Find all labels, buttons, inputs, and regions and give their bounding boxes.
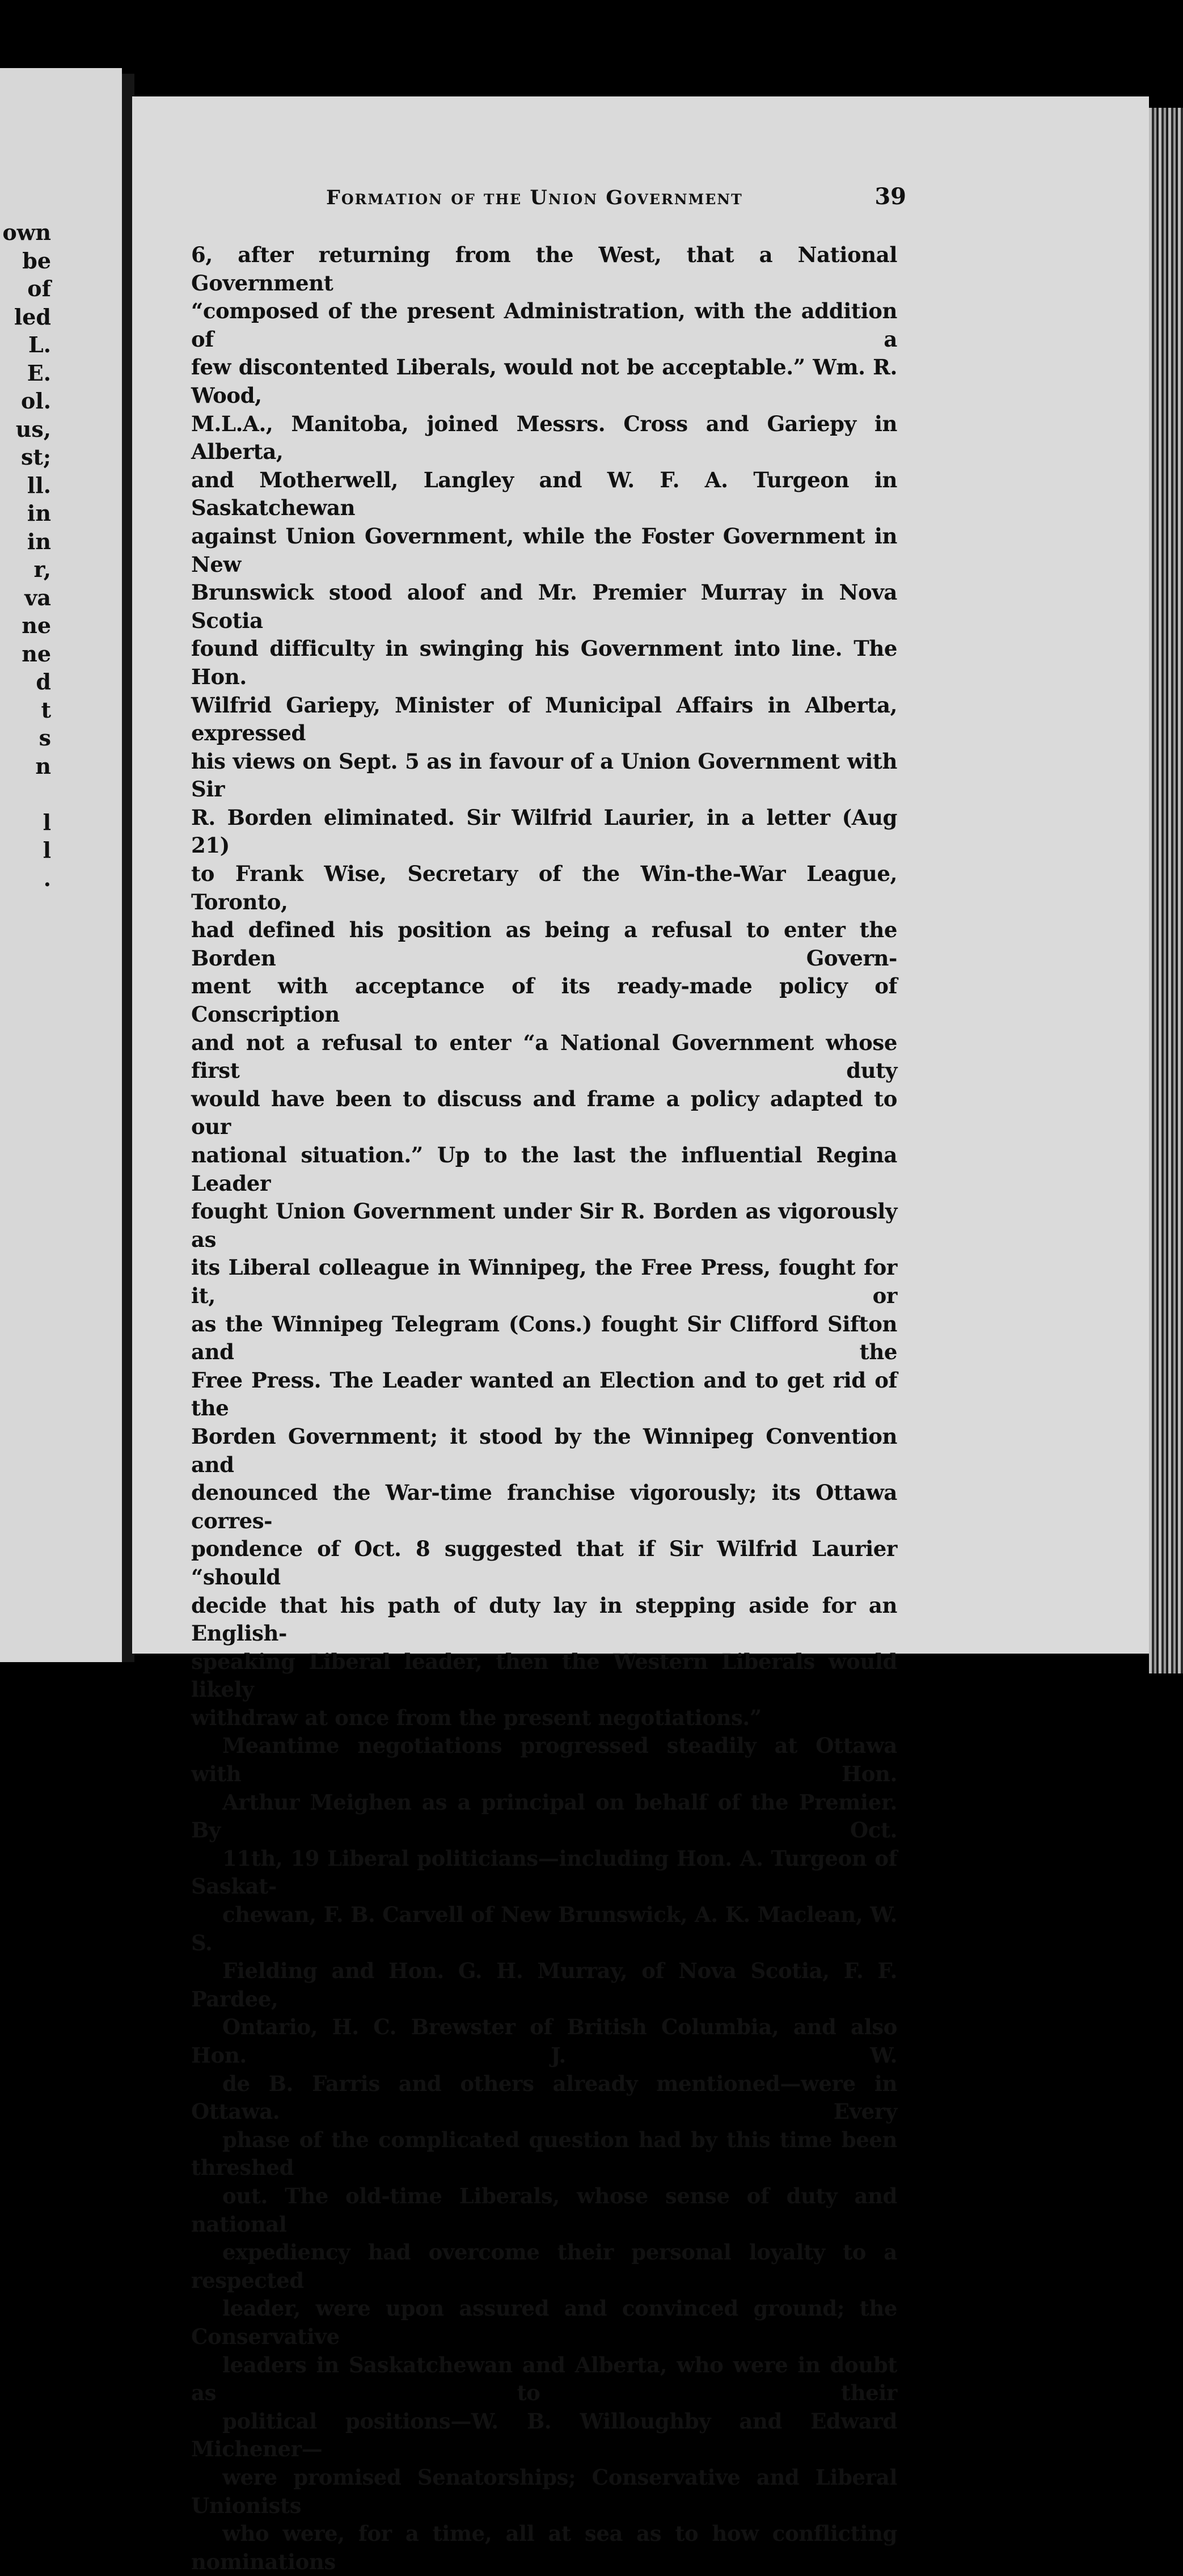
page-number: 39 bbox=[874, 183, 906, 210]
text-line: had defined his position as being a refusal to enter the Borden Govern- bbox=[191, 917, 897, 971]
text-line: Ontario, H. C. Brewster of British Columbia, and also Hon. J. W. bbox=[191, 2014, 897, 2068]
left-page-fragment: va bbox=[24, 584, 51, 610]
right-page-edge bbox=[1149, 108, 1183, 1673]
text-line: would have been to discuss and frame a policy adapted to our bbox=[191, 1086, 897, 1140]
left-page-fragment: ll. bbox=[27, 472, 51, 498]
text-line: phase of the complicated question had by this time been threshed bbox=[191, 2127, 897, 2181]
left-page-fragment: s bbox=[39, 725, 51, 751]
text-line: “composed of the present Administration, with the addition of a bbox=[191, 298, 897, 352]
text-line: expediency had overcome their personal loyalty to a respected bbox=[191, 2240, 897, 2293]
text-line: his views on Sept. 5 as in favour of a Union Government with Sir bbox=[191, 748, 897, 802]
text-line: few discontented Liberals, would not be acceptable.” Wm. R. Wood, bbox=[191, 355, 897, 408]
left-page bbox=[0, 68, 122, 1662]
paragraph bbox=[191, 1732, 897, 2576]
text-line: national situation.” Up to the last the influential Regina Leader bbox=[191, 1142, 897, 1196]
left-page-fragment: L. bbox=[28, 332, 51, 357]
left-page-fragment: l bbox=[43, 837, 51, 863]
left-page-fragment: ne bbox=[22, 640, 51, 667]
left-page-fragment: own bbox=[2, 220, 51, 245]
text-line: Meantime negotiations progressed steadily at Ottawa with Hon. bbox=[191, 1733, 897, 1787]
text-line: found difficulty in swinging his Government into line. The Hon. bbox=[191, 636, 897, 689]
text-line: Fielding and Hon. G. H. Murray, of Nova Scotia, F. F. Pardee, bbox=[191, 1958, 897, 2012]
text-line: who were, for a time, all at sea as to how conflicting nominations bbox=[191, 2521, 897, 2574]
left-page-fragment: E. bbox=[27, 360, 51, 386]
left-page-fragment: st; bbox=[21, 444, 51, 470]
text-line: to Frank Wise, Secretary of the Win-the-War League, Toronto, bbox=[191, 861, 897, 914]
left-page-fragment: ol. bbox=[20, 388, 51, 414]
text-line: out. The old-time Liberals, whose sense of duty and national bbox=[191, 2183, 897, 2237]
left-page-fragment: d bbox=[36, 669, 51, 694]
text-line: 6, after returning from the West, that a National Government bbox=[191, 242, 897, 296]
left-page-fragment: . bbox=[43, 865, 51, 891]
text-line: were promised Senatorships; Conservative and Liberal Unionists bbox=[191, 2464, 897, 2518]
text-line: chewan, F. B. Carvell of New Brunswick, A. K. Maclean, W. S. bbox=[191, 1902, 897, 1955]
text-line: fought Union Government under Sir R. Borden as vigorously as bbox=[191, 1199, 897, 1252]
left-page-fragment: l bbox=[43, 809, 51, 835]
text-line: and not a refusal to enter “a National Government whose first duty bbox=[191, 1030, 897, 1083]
text-line: leader, were upon assured and convinced ground; the Conservative bbox=[191, 2296, 897, 2349]
text-line: political positions—W. B. Willoughby and Edward Michener— bbox=[191, 2408, 897, 2462]
left-page-fragment: us, bbox=[15, 416, 51, 442]
text-line: denounced the War-time franchise vigorously; its Ottawa corres- bbox=[191, 1480, 897, 1533]
left-page-fragment: ne bbox=[22, 613, 51, 638]
text-line: pondence of Oct. 8 suggested that if Sir Wilfrid Laurier “should bbox=[191, 1536, 897, 1590]
left-page-fragment: in bbox=[27, 528, 51, 554]
text-line: as the Winnipeg Telegram (Cons.) fought Sir Clifford Sifton and the bbox=[191, 1311, 897, 1365]
left-page-fragment: t bbox=[41, 697, 51, 723]
left-page-fragments bbox=[0, 218, 51, 892]
left-page-fragment: of bbox=[27, 276, 51, 301]
running-header: Formation of the Union Government bbox=[326, 186, 743, 209]
text-line: withdraw at once from the present negotiations.” bbox=[191, 1705, 762, 1730]
text-line: 11th, 19 Liberal politicians—including Hon. A. Turgeon of Saskat- bbox=[191, 1845, 897, 1899]
left-page-fragment: in bbox=[27, 500, 51, 526]
text-line: R. Borden eliminated. Sir Wilfrid Laurier, in a letter (Aug 21) bbox=[191, 804, 897, 858]
paragraph bbox=[191, 241, 897, 1732]
left-page-fragment bbox=[0, 780, 51, 808]
text-line: de B. Farris and others already mentioned—were in Ottawa. Every bbox=[191, 2071, 897, 2124]
text-line: decide that his path of duty lay in stepping aside for an English- bbox=[191, 1592, 897, 1646]
text-line: ment with acceptance of its ready-made policy of Conscription bbox=[191, 973, 897, 1027]
body-text bbox=[191, 241, 897, 2576]
text-line: Brunswick stood aloof and Mr. Premier Murray in Nova Scotia bbox=[191, 580, 897, 633]
text-line: Borden Government; it stood by the Winnipeg Convention and bbox=[191, 1423, 897, 1477]
text-line: Free Press. The Leader wanted an Election and to get rid of the bbox=[191, 1367, 897, 1421]
left-page-fragment: n bbox=[35, 753, 51, 779]
left-page-fragment: led bbox=[14, 303, 51, 330]
text-line: speaking Liberal leader, then the Western Liberals would likely bbox=[191, 1649, 897, 1702]
text-line: against Union Government, while the Foster Government in New bbox=[191, 523, 897, 577]
text-line: leaders in Saskatchewan and Alberta, who were in doubt as to their bbox=[191, 2352, 897, 2406]
text-line: its Liberal colleague in Winnipeg, the Free Press, fought for it, or bbox=[191, 1255, 897, 1308]
text-line: and Motherwell, Langley and W. F. A. Turgeon in Saskatchewan bbox=[191, 467, 897, 521]
text-line: Arthur Meighen as a principal on behalf of the Premier. By Oct. bbox=[191, 1789, 897, 1843]
text-line: M.L.A., Manitoba, joined Messrs. Cross and Gariepy in Alberta, bbox=[191, 411, 897, 465]
left-page-fragment: be bbox=[22, 247, 51, 273]
left-page-fragment: r, bbox=[33, 556, 51, 582]
text-line: Wilfrid Gariepy, Minister of Municipal Affairs in Alberta, expressed bbox=[191, 692, 897, 746]
